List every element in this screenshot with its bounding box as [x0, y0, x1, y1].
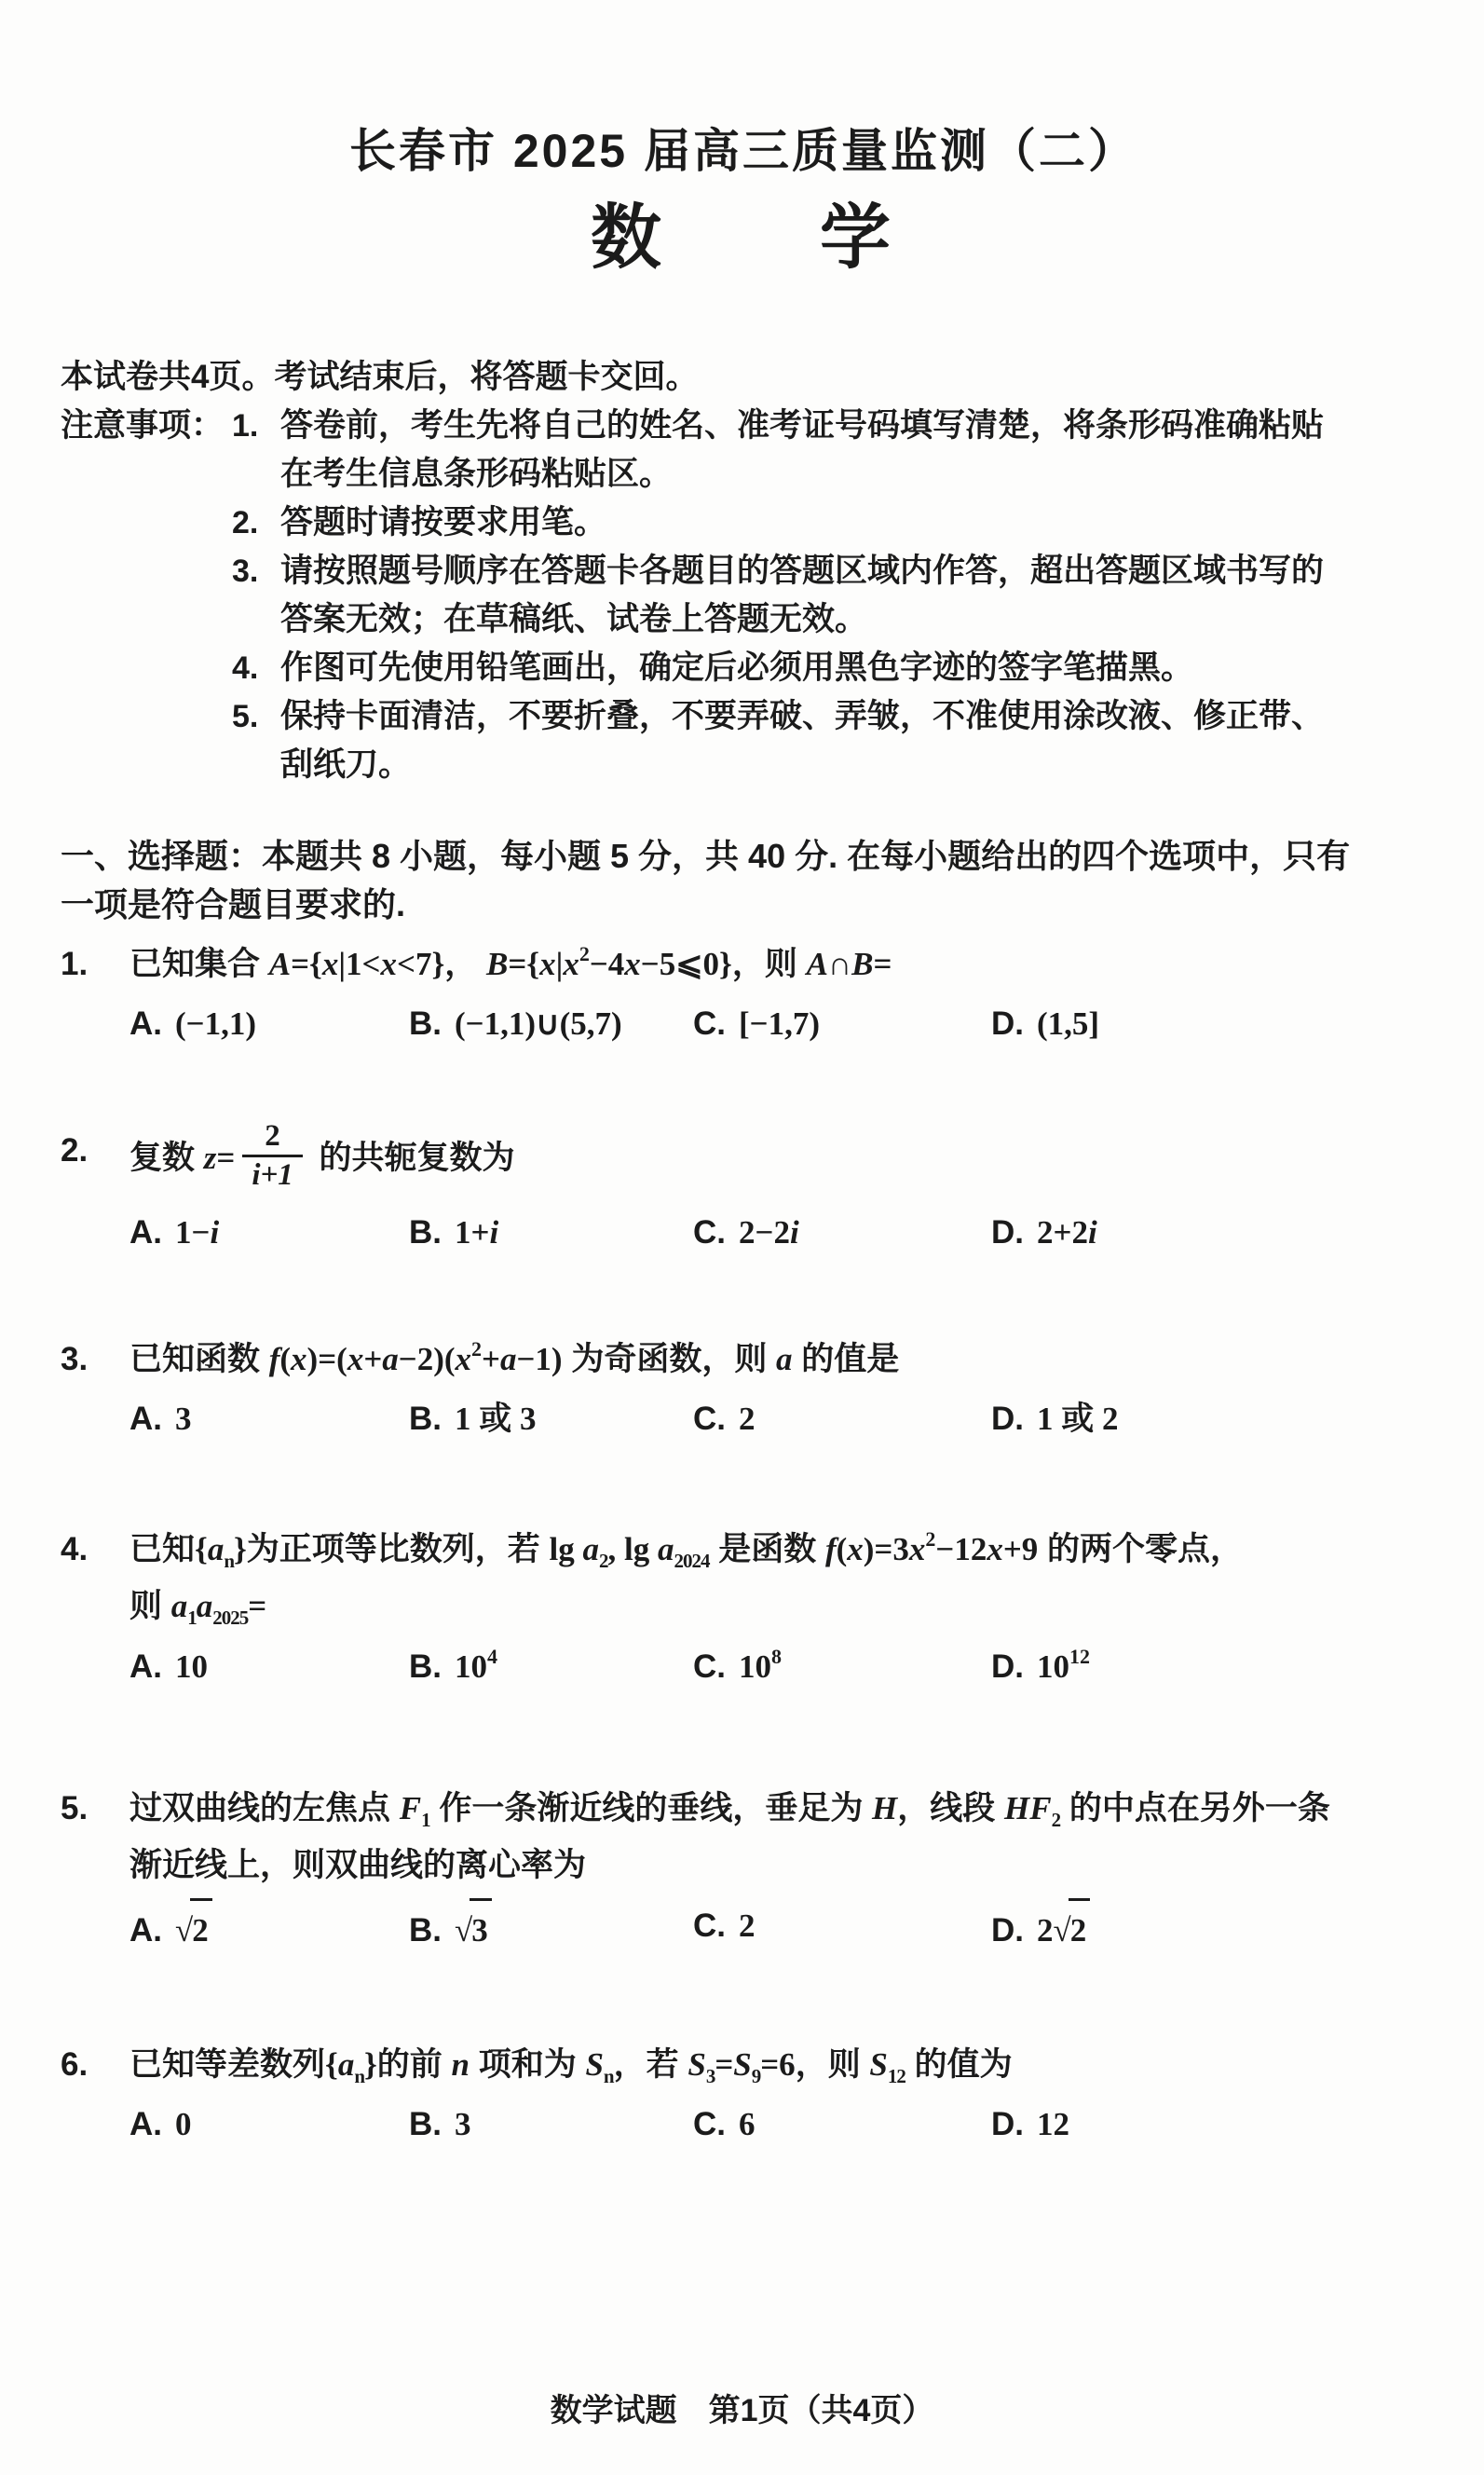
question-6-option-b	[409, 2097, 693, 2153]
option-value: 2√2	[1037, 1912, 1090, 1949]
notice-label: 注意事项：	[61, 407, 225, 444]
notice-item-5	[232, 692, 1426, 789]
question-5	[61, 1781, 1426, 1959]
question-2-option-d	[991, 1205, 1426, 1261]
option-value: 1 或 2	[1037, 1401, 1119, 1438]
question-5-option-b	[409, 1898, 693, 1959]
option-label: A.	[129, 2106, 162, 2143]
page-title: 长春市 2025 届高三质量监测（二）	[348, 125, 1137, 177]
section-1-heading	[61, 832, 1426, 929]
question-3-option-a	[129, 1391, 409, 1447]
notice-item-3	[232, 547, 1426, 644]
question-3	[61, 1332, 1426, 1447]
notice-line: 答案无效；在草稿纸、试卷上答题无效。	[280, 601, 868, 638]
options-row	[61, 1391, 1426, 1447]
question-1-option-d	[991, 996, 1426, 1052]
question-stem: 复数 z= $\frac{2}{i+1}$ 的共轭复数为	[129, 1119, 515, 1193]
option-value: 1+i	[455, 1214, 499, 1251]
option-label: A.	[129, 1214, 162, 1251]
options-row	[61, 1205, 1426, 1261]
question-number: 2.	[61, 1132, 88, 1169]
page-footer: 数学试题 第1页（共4页）	[550, 2393, 934, 2428]
option-value: 1−i	[175, 1214, 220, 1251]
option-label: C.	[693, 1401, 726, 1438]
option-value: (−1,1)	[175, 1005, 257, 1043]
question-4-option-a	[129, 1639, 409, 1695]
notice-item-1	[232, 402, 1426, 499]
question-stem: 过双曲线的左焦点 $F_1$ 作一条渐近线的垂线，垂足为 H，线段 $HF_2$ 的中点在另外一条	[129, 1790, 1330, 1832]
question-number: 1.	[61, 946, 88, 983]
option-value: √2	[175, 1912, 212, 1949]
question-3-option-d	[991, 1391, 1426, 1447]
question-5-option-a	[129, 1898, 409, 1959]
option-value: 2−2i	[739, 1214, 799, 1251]
question-4-option-d	[991, 1639, 1426, 1695]
option-label: C.	[693, 1908, 726, 1945]
option-label: B.	[409, 2106, 442, 2143]
notice-item-2	[232, 499, 1426, 547]
section-heading-line: 一项是符合题目要求的.	[61, 885, 406, 924]
question-stem: 已知$\{a_n\}$为正项等比数列，若 $\lg a_2$, $\lg a_{2024}$ 是函数 $f(x)=3x^2-12x+9$ 的两个零点，	[129, 1527, 1244, 1573]
option-label: D.	[991, 1912, 1024, 1949]
option-label: A.	[129, 1912, 162, 1949]
option-label: D.	[991, 1401, 1024, 1438]
exam-intro: 本试卷共4页。考试结束后，将答题卡交回。	[61, 359, 699, 396]
options-row	[61, 1898, 1426, 1959]
notice-line: 答题时请按要求用笔。	[280, 504, 607, 541]
option-value: 1 或 3	[455, 1401, 537, 1438]
option-value: $10^4$	[455, 1645, 497, 1686]
question-number: 3.	[61, 1341, 88, 1378]
option-label: C.	[693, 1005, 726, 1043]
option-label: A.	[129, 1005, 162, 1043]
question-4-option-b	[409, 1639, 693, 1695]
option-label: C.	[693, 1214, 726, 1251]
option-label: D.	[991, 2106, 1024, 2143]
question-5-option-d	[991, 1898, 1426, 1959]
notice-item-number: 5.	[232, 699, 259, 735]
notice-line: 保持卡面清洁，不要折叠，不要弄破、弄皱，不准使用涂改液、修正带、	[280, 698, 1325, 735]
question-stem: 已知集合 A={x|1<x<7}， $B=\{x|x^2-4x-5⩽0\}$，则 A∩B=	[129, 942, 892, 983]
question-stem-continued: 渐近线上，则双曲线的离心率为	[129, 1847, 587, 1884]
option-label: B.	[409, 1214, 442, 1251]
subject-title: 数 学	[591, 198, 896, 278]
section-heading-line: 一、选择题：本题共 8 小题，每小题 5 分，共 40 分. 在每小题给出的四个选项中，只有	[61, 837, 1351, 876]
notice-line: 在考生信息条形码粘贴区。	[280, 456, 673, 493]
question-5-option-c	[693, 1898, 991, 1959]
option-value: 0	[175, 2106, 192, 2143]
exam-paper-page	[0, 123, 1484, 2475]
question-2-option-a	[129, 1205, 409, 1261]
question-3-option-c	[693, 1391, 991, 1447]
option-value: √3	[455, 1912, 492, 1949]
option-label: C.	[693, 1648, 726, 1686]
option-label: A.	[129, 1401, 162, 1438]
notice-item-number: 1.	[232, 408, 259, 444]
notice-item-4	[232, 644, 1426, 692]
question-2-option-c	[693, 1205, 991, 1261]
options-row	[61, 2097, 1426, 2153]
option-value: [−1,7)	[739, 1005, 821, 1043]
notice-item-number: 2.	[232, 505, 259, 541]
notice-line: 作图可先使用铅笔画出，确定后必须用黑色字迹的签字笔描黑。	[280, 650, 1194, 687]
option-value: 10	[175, 1648, 208, 1686]
option-label: A.	[129, 1648, 162, 1686]
notice-line: 刮纸刀。	[280, 746, 412, 784]
option-value: (−1,1)∪(5,7)	[455, 1005, 622, 1043]
option-label: D.	[991, 1005, 1024, 1043]
question-stem: 已知等差数列$\{a_n\}$的前 n 项和为 $S_n$，若 $S_3=S_9=6$，则 $S_{12}$ 的值为	[129, 2046, 1013, 2088]
option-value: (1,5]	[1037, 1005, 1100, 1043]
question-6-option-c	[693, 2097, 991, 2153]
question-stem: 已知函数 $f(x)=(x+a-2)(x^2+a-1)$ 为奇函数，则 a 的值是	[129, 1337, 900, 1378]
option-value: $10^8$	[739, 1645, 782, 1686]
question-6	[61, 2037, 1426, 2153]
question-number: 4.	[61, 1531, 88, 1568]
option-label: B.	[409, 1912, 442, 1949]
option-label: B.	[409, 1005, 442, 1043]
options-row	[61, 996, 1426, 1052]
question-number: 6.	[61, 2046, 88, 2084]
option-value: 6	[739, 2106, 756, 2143]
option-value: 2	[739, 1908, 756, 1945]
notice-item-number: 4.	[232, 650, 259, 687]
options-row	[61, 1639, 1426, 1695]
option-value: 3	[455, 2106, 471, 2143]
question-stem-continued: 则 $a_1a_{2025}=$	[129, 1588, 267, 1630]
option-label: D.	[991, 1648, 1024, 1686]
notice-item-number: 3.	[232, 554, 259, 590]
question-1-option-a	[129, 996, 409, 1052]
notice-line: 答卷前，考生先将自己的姓名、准考证号码填写清楚，将条形码准确粘贴	[280, 407, 1325, 444]
notice-items	[232, 402, 1426, 789]
question-1-option-b	[409, 996, 693, 1052]
question-1	[61, 937, 1426, 1052]
option-value: 2	[739, 1401, 756, 1438]
question-6-option-d	[991, 2097, 1426, 2153]
question-3-option-b	[409, 1391, 693, 1447]
option-value: 2+2i	[1037, 1214, 1097, 1251]
option-value: $10^{12}$	[1037, 1645, 1090, 1686]
option-value: 12	[1037, 2106, 1069, 2143]
option-label: C.	[693, 2106, 726, 2143]
notice-line: 请按照题号顺序在答题卡各题目的答题区域内作答，超出答题区域书写的	[280, 553, 1325, 590]
question-number: 5.	[61, 1790, 88, 1827]
question-2-option-b	[409, 1205, 693, 1261]
option-label: B.	[409, 1401, 442, 1438]
option-label: B.	[409, 1648, 442, 1686]
option-value: 3	[175, 1401, 192, 1438]
question-2	[61, 1119, 1426, 1261]
question-6-option-a	[129, 2097, 409, 2153]
notice-section	[61, 402, 1426, 789]
question-4-option-c	[693, 1639, 991, 1695]
question-1-option-c	[693, 996, 991, 1052]
option-label: D.	[991, 1214, 1024, 1251]
question-4	[61, 1522, 1426, 1695]
